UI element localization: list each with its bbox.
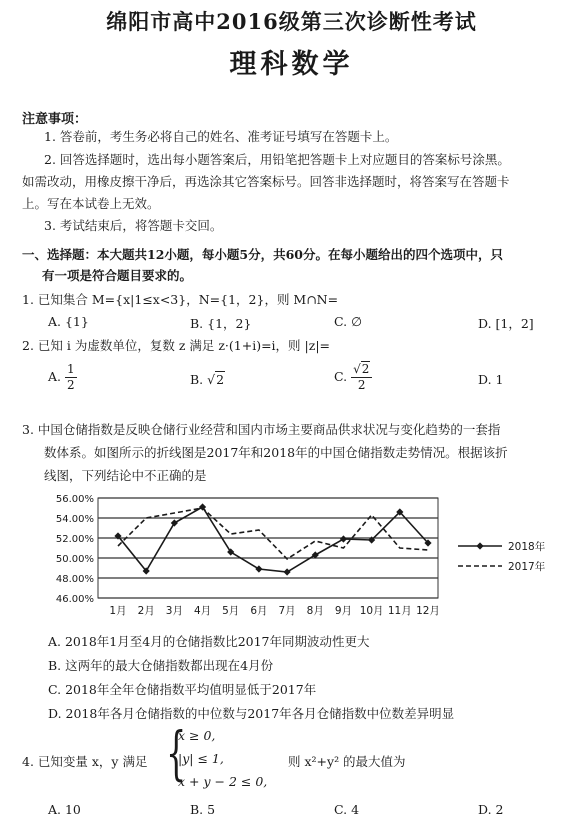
x-tick-label: 12月 xyxy=(416,605,440,617)
question-4-option-a: A. 10 xyxy=(48,802,81,817)
x-tick-label: 1月 xyxy=(109,605,127,617)
question-3-line-1: 3. 中国仓储指数是反映仓储行业经营和国内市场主要商品供求状况与变化趋势的一套指 xyxy=(22,422,501,437)
plot-area-border xyxy=(98,498,438,598)
x-tick-label: 10月 xyxy=(359,605,384,617)
y-tick-label: 50.00% xyxy=(55,554,94,565)
question-2-option-a: A. $\frac{1}{2}$ xyxy=(48,362,75,392)
question-3-line-2: 数体系。如图所示的折线图是2017年和2018年的中国仓储指数走势情况。根据该折 xyxy=(44,445,508,460)
legend-label-0: 2018年 xyxy=(508,541,546,553)
question-4-stem-right: 则 x²+y² 的最大值为 xyxy=(288,754,406,769)
question-3-line-3: 线图，下列结论中不正确的是 xyxy=(44,468,207,483)
question-3-option-c: C. 2018年全年仓储指数平均值明显低于2017年 xyxy=(48,682,317,697)
question-2-option-c: C. $\frac{√2}{2}$ xyxy=(334,362,372,393)
exam-subject: 理科数学 xyxy=(229,49,354,80)
notes-item-3: 3. 考试结束后，将答题卡交回。 xyxy=(44,218,223,233)
x-tick-label: 4月 xyxy=(193,605,212,617)
series-point-0 xyxy=(171,519,178,526)
storage-index-line-chart xyxy=(40,490,560,620)
question-2-stem: 2. 已知 i 为虚数单位，复数 z 满足 z·(1+i)=i，则 |z|= xyxy=(22,338,331,353)
y-tick-label: 54.00% xyxy=(55,514,94,525)
question-4-option-b: B. 5 xyxy=(190,802,216,817)
question-4-constraint-1: x ≥ 0, xyxy=(178,728,216,743)
x-tick-label: 2月 xyxy=(137,605,155,617)
notes-item-2-line-1: 2. 回答选择题时，选出每小题答案后，用铅笔把答题卡上对应题目的答案标号涂黑。 xyxy=(44,152,510,167)
x-tick-label: 7月 xyxy=(278,605,296,617)
section-1-line-2: 有一项是符合题目要求的。 xyxy=(42,268,193,283)
series-point-0 xyxy=(255,565,262,572)
fraction: $\frac{1}{2}$ xyxy=(67,362,75,392)
question-1-option-a: A. {1} xyxy=(48,314,89,329)
question-1-option-d: D. [1，2] xyxy=(478,316,534,331)
notes-heading: 注意事项： xyxy=(22,112,88,127)
question-4-option-c: C. 4 xyxy=(334,802,360,817)
question-2-option-d: D. 1 xyxy=(478,372,504,387)
y-tick-label: 46.00% xyxy=(55,594,94,605)
question-4-stem-left: 4. 已知变量 x，y 满足 xyxy=(22,754,148,769)
section-1-line-1: 一、选择题：本大题共12小题，每小题5分，共60分。在每小题给出的四个选项中，只 xyxy=(22,247,503,262)
series-line-0 xyxy=(118,507,428,572)
legend-marker-0 xyxy=(476,542,483,549)
x-tick-label: 3月 xyxy=(165,605,183,617)
question-1-option-c: C. ∅ xyxy=(334,314,362,329)
notes-item-1: 1. 答卷前，考生务必将自己的姓名、准考证号填写在答题卡上。 xyxy=(44,129,398,144)
series-point-0 xyxy=(283,568,290,575)
question-3-option-d: D. 2018年各月仓储指数的中位数与2017年各月仓储指数中位数差异明显 xyxy=(48,706,455,721)
system-brace: { xyxy=(166,719,187,787)
question-4-constraint-2: |y| ≤ 1, xyxy=(178,751,224,766)
y-tick-label: 52.00% xyxy=(55,534,94,545)
legend-label-1: 2017年 xyxy=(508,561,546,573)
x-tick-label: 9月 xyxy=(334,605,353,617)
x-tick-label: 8月 xyxy=(306,605,324,617)
series-line-1 xyxy=(118,508,428,559)
y-tick-label: 56.00% xyxy=(55,494,94,505)
series-point-0 xyxy=(340,535,347,542)
x-tick-label: 11月 xyxy=(387,605,412,617)
question-4-constraint-3: x + y − 2 ≤ 0, xyxy=(178,774,268,789)
notes-item-2-line-2: 如需改动，用橡皮擦干净后，再选涂其它答案标号。回答非选择题时，将答案写在答题卡 xyxy=(22,174,510,189)
exam-title: 绵阳市高中2016级第三次诊断性考试 xyxy=(106,9,477,34)
question-1-option-b: B. {1，2} xyxy=(190,316,252,331)
question-1-stem: 1. 已知集合 M={x|1≤x<3}，N={1，2}，则 M∩N= xyxy=(22,292,339,307)
question-3-option-a: A. 2018年1月至4月的仓储指数比2017年同期波动性更大 xyxy=(48,634,370,649)
notes-item-2-line-3: 上。写在本试卷上无效。 xyxy=(22,196,160,211)
x-tick-label: 6月 xyxy=(250,605,268,617)
question-4-option-d: D. 2 xyxy=(478,802,504,817)
question-3-option-b: B. 这两年的最大仓储指数都出现在4月份 xyxy=(48,658,274,673)
question-2-option-b: B. √2 xyxy=(190,372,225,387)
y-tick-label: 48.00% xyxy=(55,574,94,585)
x-tick-label: 5月 xyxy=(222,605,240,617)
fraction: $\frac{√2}{2}$ xyxy=(351,362,372,393)
